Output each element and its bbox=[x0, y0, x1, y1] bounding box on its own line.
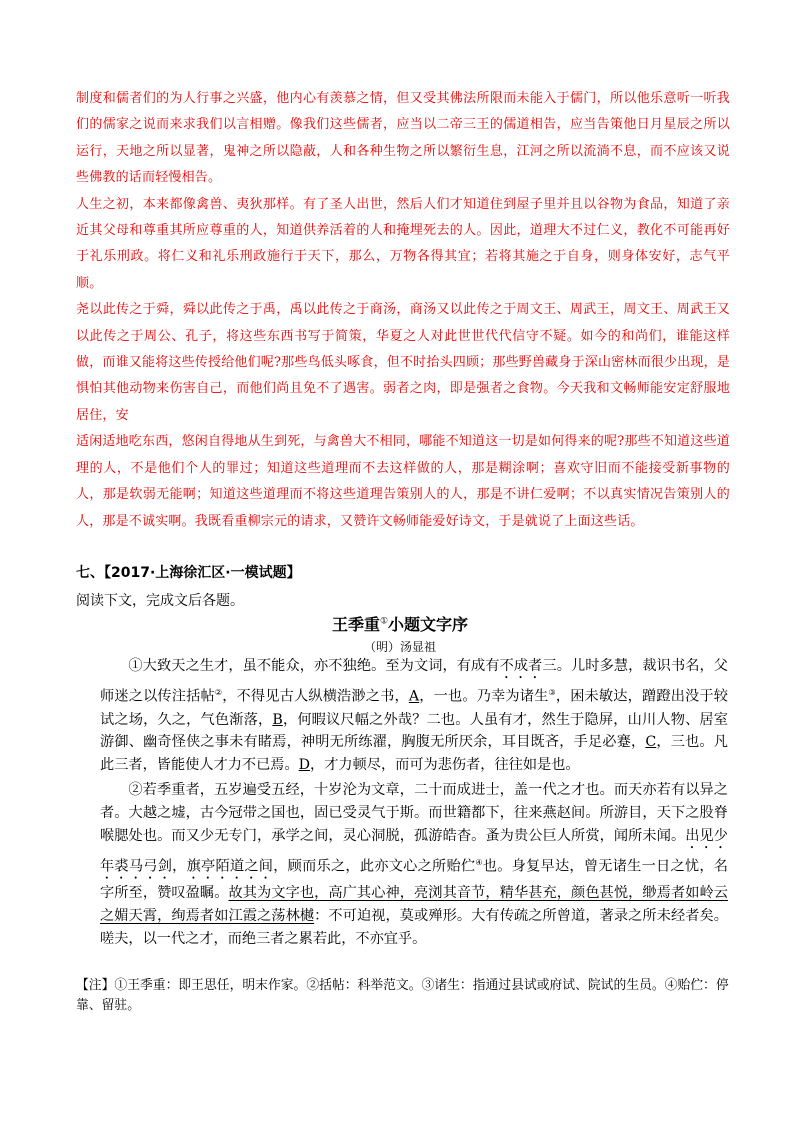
footnotes: 【注】①王季重：即王思任，明末作家。②括帖：科举范文。③诸生：指通过县试或府试、院试的生员。④贻伫：停靠、留驻。 bbox=[76, 978, 729, 1013]
footnote-marker: ④ bbox=[475, 857, 483, 867]
reading-instruction: 阅读下文，完成文后各题。 bbox=[76, 593, 244, 609]
text-run: ：不可迫视，莫或殚形。大有传疏之所曾道，著录之所未经者矣。嗟夫，以一代之才，而绝三者之累若此，不亦宜乎。 bbox=[100, 908, 728, 947]
blank-a: A bbox=[408, 688, 420, 705]
blank-c: C bbox=[645, 734, 657, 751]
translation-paragraph: 尧以此传之于舜，舜以此传之于禹，禹以此传之于商汤，商汤又以此传之于周文王、周武王，周文王、周武王又以此传之于周公、孔子，将这些东西书写于简策，华夏之人对此世世代代信守不疑。如今的和尚们，谁能这样做，而谁又能将这些传授给他们呢?那些鸟低头啄食，但不时抬头四顾；那些野兽藏身于深山密林而很少出现，是惧怕其他动物来伤害自己，而他们尚且免不了遇害。弱者之肉，即是强者之食物。今天我和文畅师能安定舒服地居住，安 bbox=[76, 302, 730, 423]
essay-body bbox=[100, 655, 728, 951]
section-heading: 七、【2017·上海徐汇区·一模试题】 bbox=[76, 565, 301, 581]
text-run: ，不得见古人纵横浩渺之书， bbox=[222, 688, 409, 705]
essay-paragraph-1 bbox=[100, 655, 728, 777]
text-run: ，困未敏达，蹭蹬出没于较试之场，久之，气色渐落， bbox=[100, 688, 728, 728]
essay-title bbox=[0, 612, 800, 635]
blank-b: B bbox=[272, 711, 283, 728]
blank-d: D bbox=[298, 757, 311, 774]
essay-paragraph-2 bbox=[100, 779, 728, 951]
text-run: ①大致天之生才，虽不能众，亦不独绝。至为文词，有成有 bbox=[128, 658, 500, 674]
underlined-sentence: 故其为文字也，高广其心神，亮浏其音节，精华甚充，颜色甚悦，缈焉者如岭云之媚天霄，绚焉者如江霞之荡林樾 bbox=[100, 885, 728, 925]
translation-answer-block bbox=[76, 86, 730, 535]
text-run: ，一也。乃幸为诸生 bbox=[419, 688, 549, 705]
text-run: ，三也。凡此三者，皆能使人才力不已焉。 bbox=[100, 734, 728, 774]
text-run: ，何暇议尺幅之外哉？二也。人虽有才，然生于隐屏，山川人物、居室游御、幽奇怪侠之事未有睹焉，神明无所练濯，胸腹无所厌余，耳目既吝，手足必蹇， bbox=[100, 711, 728, 751]
translation-paragraph: 制度和儒者们的为人行事之兴盛，他内心有羡慕之情，但又受其佛法所限而未能入于儒门，所以他乐意听一听我们的儒家之说而来求我们以言相赠。像我们这些儒者，应当以二帝三王的儒道相告，应当告策他日月星辰之所以运行，天地之所以显著，鬼神之所以隐蔽，人和各种生物之所以繁衍生息，江河之所以流淌不息，而不应该又说些佛教的话而轻慢相告。 bbox=[76, 91, 730, 186]
footnote-marker: ① bbox=[379, 616, 389, 627]
translation-paragraph: 适闲适地吃东西，悠闲自得地从生到死，与禽兽大不相同，哪能不知道这一切是如何得来的呢?那些不知道这些道理的人，不是他们个人的罪过；知道这些道理而不去这样做的人，那是糊涂啊；喜欢守旧而不能接受新事物的人，那是软弱无能啊；知道这些道理而不将这些道理告策别人的人，那是不讲仁爱啊；不以真实情况告策别人的人，那是不诚实啊。我既看重柳宗元的请求，又赞许文畅师能爱好诗文，于是就说了上面这些话。 bbox=[76, 434, 730, 529]
text-run: ，顾而乐之，此亦文心之所贻伫 bbox=[273, 858, 476, 875]
essay-title-part: 王季重 bbox=[331, 615, 380, 634]
text-run: 也。身复早达，曾无诸生一日之忧，名字所至，赞叹盈瞩。 bbox=[100, 858, 728, 902]
footnote-marker: ② bbox=[214, 688, 223, 697]
essay-author: （明）汤显祖 bbox=[363, 640, 436, 654]
footnote-marker: ③ bbox=[548, 688, 556, 697]
dotted-text: 不成者 bbox=[499, 658, 543, 674]
dotted-text: 出见少年裘马弓剑，旗亭陌道之间 bbox=[100, 827, 728, 875]
text-run: ②若季重者，五岁遍受五经，十岁沦为文章，二十而成进士，盖一代之才也。而天亦若有以异之者。大越之墟，古今冠带之国也，固已受灵气于斯。而世籍都下，往来燕赵间。所游目，天下之股脊喉腮处也。而又少无专门，承学之间，灵心洞脱，孤游皓杳。蚤为贵公巨人所赏，闻所未闻。 bbox=[100, 781, 728, 844]
translation-paragraph: 人生之初，本来都像禽兽、夷狄那样。有了圣人出世，然后人们才知道住到屋子里并且以谷物为食品，知道了亲近其父母和尊重其所应尊重的人，知道供养活着的人和掩埋死去的人。因此，道理大不过仁义，教化不可能再好于礼乐刑政。将仁义和礼乐刑政施行于天下，那么，万物各得其宜；若将其施之于自身，则身体安好，志气平顺。 bbox=[76, 196, 730, 291]
text-run: ，才力顿尽，而可为悲伤者，往往如是也。 bbox=[310, 757, 580, 774]
essay-title-part: 小题文字序 bbox=[388, 615, 469, 634]
text-run: 三。儿时多慧，裁识书名，父师迷之以传注括帖 bbox=[100, 658, 728, 705]
